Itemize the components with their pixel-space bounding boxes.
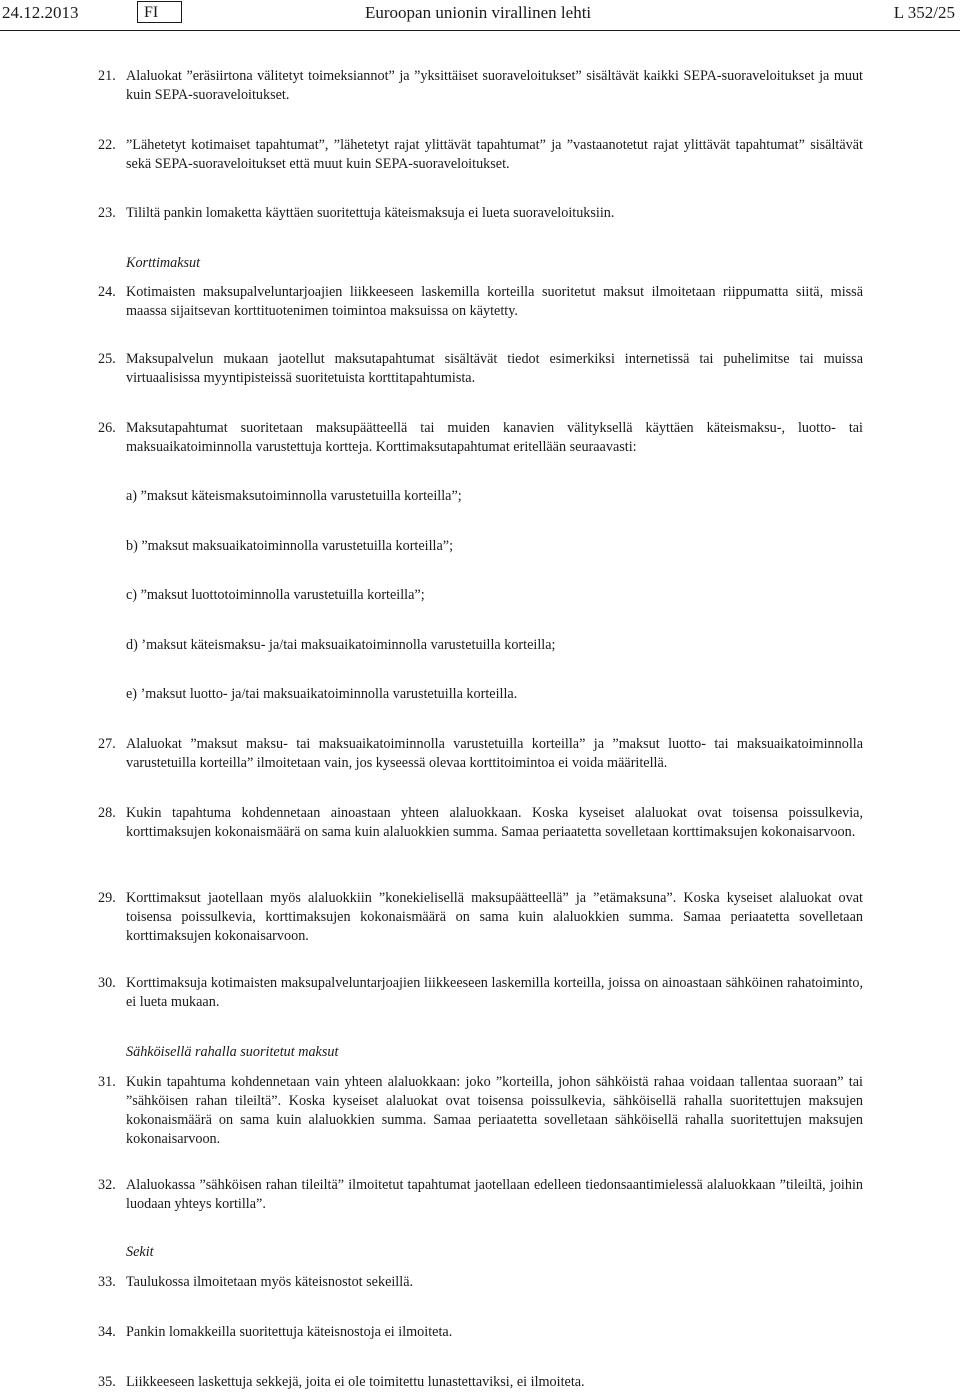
paragraph-number: 24. xyxy=(98,284,116,300)
paragraph-text: Pankin lomakkeilla suoritettuja käteisnostoja ei ilmoiteta. xyxy=(126,1324,453,1340)
paragraph-26 xyxy=(98,419,863,457)
paragraph-text: Kukin tapahtuma kohdennetaan vain yhteen alaluokkaan: joko ”korteilla, johon sähköistä rahaa voidaan tallentaa suoraan” tai ”sähköisen rahan tileiltä”. Koska kyseiset alaluokat ovat toisensa poissulkevia, sähköisellä rahalla suoritettujen maksujen kokonaismäärä on sama kuin alaluokkien summa. Samaa periaatetta sovelletaan sähköisellä rahalla suoritettujen maksujen kokonaisarvoon. xyxy=(126,1074,863,1147)
paragraph-number: 30. xyxy=(98,975,116,991)
page-number: L 352/25 xyxy=(893,3,955,22)
list-item-e: e) ’maksut luotto- ja/tai maksuaikatoiminnolla varustetuilla korteilla. xyxy=(126,686,518,702)
paragraph-33 xyxy=(98,1273,863,1292)
paragraph-number: 22. xyxy=(98,137,116,153)
paragraph-24 xyxy=(98,283,863,321)
paragraph-22 xyxy=(98,136,863,174)
paragraph-number: 25. xyxy=(98,351,116,367)
journal-title: Euroopan unionin virallinen lehti xyxy=(365,3,592,22)
list-item-b: b) ”maksut maksuaikatoiminnolla varustetuilla korteilla”; xyxy=(126,538,454,554)
section-heading-cards: Korttimaksut xyxy=(126,255,201,271)
paragraph-text: Alaluokassa ”sähköisen rahan tileiltä” ilmoitetut tapahtumat jaotellaan edelleen tiedonsaantimielessä alaluokkaan ”tileiltä, joihin luodaan yhteys kortilla”. xyxy=(126,1177,863,1212)
paragraph-text: Kotimaisten maksupalveluntarjoajien liikkeeseen laskemilla korteilla suoritetut maksut ilmoitetaan riippumatta siitä, missä maassa sijaitsevan korttituotenimen toimintoa maksuissa on käytetty. xyxy=(126,284,863,319)
paragraph-text: Alaluokat ”maksut maksu- tai maksuaikatoiminnolla varustetuilla korteilla” ja ”maksut luotto- tai maksuaikatoiminnolla varustetuilla korteilla” ilmoitetaan vain, jos kyseessä olevaa korttitoimintoa ei voida määritellä. xyxy=(126,736,863,771)
paragraph-number: 34. xyxy=(98,1324,116,1340)
paragraph-21 xyxy=(98,67,863,105)
paragraph-32 xyxy=(98,1176,863,1214)
paragraph-number: 27. xyxy=(98,736,116,752)
language-code-box: FI xyxy=(137,1,182,23)
paragraph-27 xyxy=(98,735,863,773)
paragraph-number: 23. xyxy=(98,205,116,221)
paragraph-number: 21. xyxy=(98,68,116,84)
paragraph-number: 32. xyxy=(98,1177,116,1193)
paragraph-number: 29. xyxy=(98,890,116,906)
paragraph-text: Taulukossa ilmoitetaan myös käteisnostot sekeillä. xyxy=(126,1274,414,1290)
paragraph-text: Korttimaksuja kotimaisten maksupalveluntarjoajien liikkeeseen laskemilla korteilla, joissa on ainoastaan sähköinen rahatoiminto, ei lueta mukaan. xyxy=(126,975,863,1010)
list-item-d: d) ’maksut käteismaksu- ja/tai maksuaikatoiminnolla varustetuilla korteilla; xyxy=(126,637,556,653)
paragraph-29 xyxy=(98,889,863,946)
section-heading-emoney: Sähköisellä rahalla suoritetut maksut xyxy=(126,1044,339,1060)
paragraph-text: ”Lähetetyt kotimaiset tapahtumat”, ”lähetetyt rajat ylittävät tapahtumat” ja ”vastaanotetut rajat ylittävät tapahtumat” sisältävät sekä SEPA-suoraveloitukset että muut kuin SEPA-suoraveloitukset. xyxy=(126,137,863,172)
paragraph-number: 31. xyxy=(98,1074,116,1090)
paragraph-35 xyxy=(98,1373,863,1392)
paragraph-text: Liikkeeseen laskettuja sekkejä, joita ei ole toimitettu lunastettaviksi, ei ilmoiteta. xyxy=(126,1374,585,1390)
paragraph-23 xyxy=(98,204,863,223)
paragraph-text: Korttimaksut jaotellaan myös alaluokkiin ”konekielisellä maksupäätteellä” ja ”etämaksuna”. Koska kyseiset alaluokat ovat toisensa poissulkevia, korttimaksujen kokonaismäärä on sama kuin alaluokkien summa. Samaa periaatetta sovelletaan korttimaksujen kokonaisarvoon. xyxy=(126,890,863,944)
paragraph-34 xyxy=(98,1323,863,1342)
paragraph-text: Tililtä pankin lomaketta käyttäen suoritettuja käteismaksuja ei lueta suoraveloituksiin. xyxy=(126,205,615,221)
publication-date: 24.12.2013 xyxy=(2,3,79,22)
paragraph-31 xyxy=(98,1073,863,1149)
paragraph-text: Alaluokat ”eräsiirtona välitetyt toimeksiannot” ja ”yksittäiset suoraveloitukset” sisältävät kaikki SEPA-suoraveloitukset ja muut kuin SEPA-suoraveloitukset. xyxy=(126,68,863,103)
paragraph-text: Maksupalvelun mukaan jaotellut maksutapahtumat sisältävät tiedot esimerkiksi internetissä tai puhelimitse tai muissa virtuaalisissa myyntipisteissä suoritetuista korttitapahtumista. xyxy=(126,351,863,386)
paragraph-number: 26. xyxy=(98,420,116,436)
section-heading-cheques: Sekit xyxy=(126,1244,154,1260)
list-item-c: c) ”maksut luottotoiminnolla varustetuilla korteilla”; xyxy=(126,587,425,603)
paragraph-number: 33. xyxy=(98,1274,116,1290)
paragraph-30 xyxy=(98,974,863,1012)
paragraph-text: Kukin tapahtuma kohdennetaan ainoastaan yhteen alaluokkaan. Koska kyseiset alaluokat ovat toisensa poissulkevia, korttimaksujen kokonaismäärä on sama kuin alaluokkien summa. Samaa periaatetta sovelletaan korttimaksujen kokonaisarvoon. xyxy=(126,805,863,840)
paragraph-number: 28. xyxy=(98,805,116,821)
paragraph-28 xyxy=(98,804,863,842)
list-item-a: a) ”maksut käteismaksutoiminnolla varustetuilla korteilla”; xyxy=(126,488,462,504)
paragraph-number: 35. xyxy=(98,1374,116,1390)
header-rule xyxy=(0,30,960,31)
paragraph-text: Maksutapahtumat suoritetaan maksupäätteellä tai muiden kanavien välityksellä käyttäen käteismaksu-, luotto- tai maksuaikatoiminnolla varustettuja kortteja. Korttimaksutapahtumat eritellään seuraavasti: xyxy=(126,420,863,455)
page-header xyxy=(0,0,960,30)
paragraph-25 xyxy=(98,350,863,388)
